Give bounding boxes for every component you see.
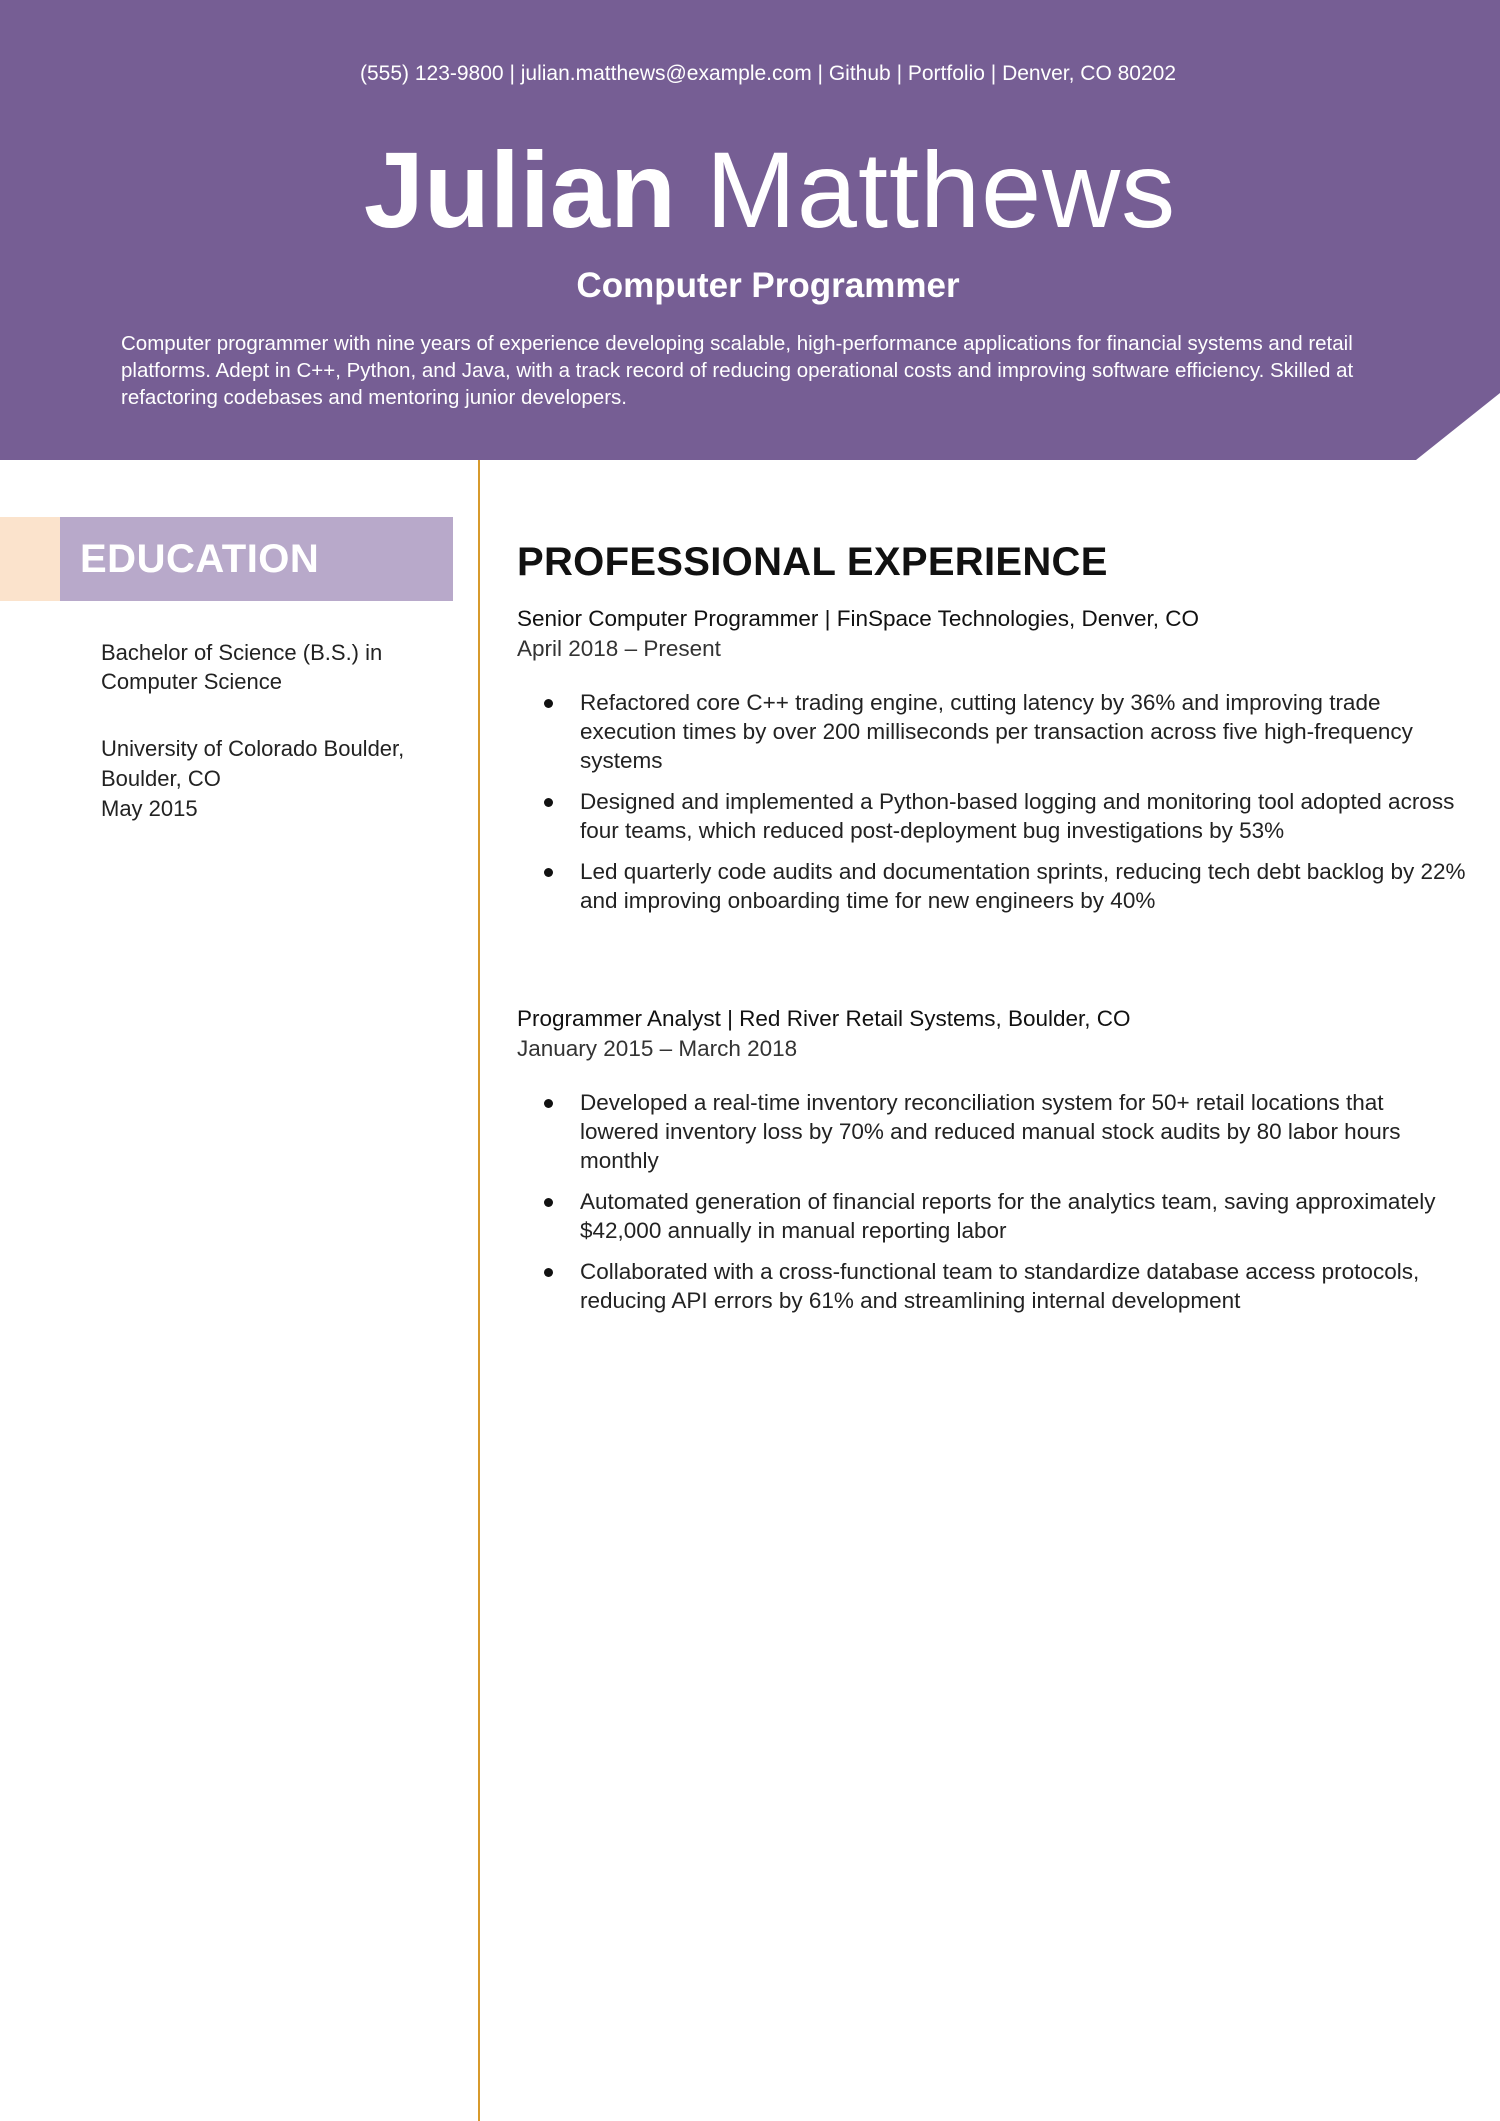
job-entry xyxy=(517,1004,1467,1327)
education-degree: Bachelor of Science (B.S.) in Computer Science xyxy=(101,640,383,694)
job-role: Senior Computer Programmer | FinSpace Technologies, Denver, CO xyxy=(517,606,1199,631)
github-link[interactable]: Github xyxy=(828,62,891,85)
bullet-item: Led quarterly code audits and documentation sprints, reducing tech debt backlog by 22% and improving onboarding time for new engineers by 40% xyxy=(517,857,1467,915)
job-bullets xyxy=(517,688,1467,915)
education-accent-bar xyxy=(0,517,60,601)
first-name: Julian xyxy=(363,129,676,250)
bullet-item: Automated generation of financial reports for the analytics team, saving approximately $42,000 annually in manual reporting labor xyxy=(517,1187,1467,1245)
education-school: University of Colorado Boulder, xyxy=(101,736,405,761)
job-bullets xyxy=(517,1088,1467,1315)
education-section-header xyxy=(60,517,453,601)
job-title: Computer Programmer xyxy=(576,266,960,305)
contact-separator: | xyxy=(990,62,997,85)
job-dates: April 2018 – Present xyxy=(517,636,721,661)
job-role: Programmer Analyst | Red River Retail Systems, Boulder, CO xyxy=(517,1006,1131,1031)
bullet-item: Collaborated with a cross-functional team to standardize database access protocols, reducing API errors by 61% and streamlining internal development xyxy=(517,1257,1467,1315)
column-divider xyxy=(478,460,480,2121)
bullet-item: Developed a real-time inventory reconciliation system for 50+ retail locations that lowered inventory loss by 70% and reduced manual stock audits by 80 labor hours monthly xyxy=(517,1088,1467,1175)
header-corner-cut xyxy=(1416,393,1500,460)
portfolio-link[interactable]: Portfolio xyxy=(907,62,985,85)
contact-line xyxy=(0,62,1500,86)
contact-separator: | xyxy=(896,62,903,85)
experience-heading: PROFESSIONAL EXPERIENCE xyxy=(517,540,1108,584)
education-heading: EDUCATION xyxy=(80,537,320,581)
summary: Computer programmer with nine years of experience developing scalable, high-performance applications for financial systems and retail platforms. Adept in C++, Python, and Java, with a track record of reducing operational costs and improving software efficiency. Skilled at refactoring codebases and mentoring junior developers. xyxy=(121,332,1354,409)
job-dates: January 2015 – March 2018 xyxy=(517,1036,798,1061)
bullet-item: Designed and implemented a Python-based logging and monitoring tool adopted across four teams, which reduced post-deployment bug investigations by 53% xyxy=(517,787,1467,845)
education-date: May 2015 xyxy=(101,796,198,821)
location: Denver, CO 80202 xyxy=(1002,62,1177,85)
last-name: Matthews xyxy=(705,129,1177,250)
education-location: Boulder, CO xyxy=(101,766,221,791)
candidate-name xyxy=(0,125,1500,255)
header-banner xyxy=(0,0,1500,460)
education-details xyxy=(101,734,441,824)
contact-separator: | xyxy=(817,62,823,85)
bullet-item: Refactored core C++ trading engine, cutting latency by 36% and improving trade execution times by over 200 milliseconds per transaction across five high-frequency systems xyxy=(517,688,1467,775)
job-entry xyxy=(517,604,1467,927)
phone: (555) 123-9800 xyxy=(359,62,504,85)
email-link[interactable]: julian.matthews@example.com xyxy=(520,62,812,85)
contact-separator: | xyxy=(509,62,515,85)
